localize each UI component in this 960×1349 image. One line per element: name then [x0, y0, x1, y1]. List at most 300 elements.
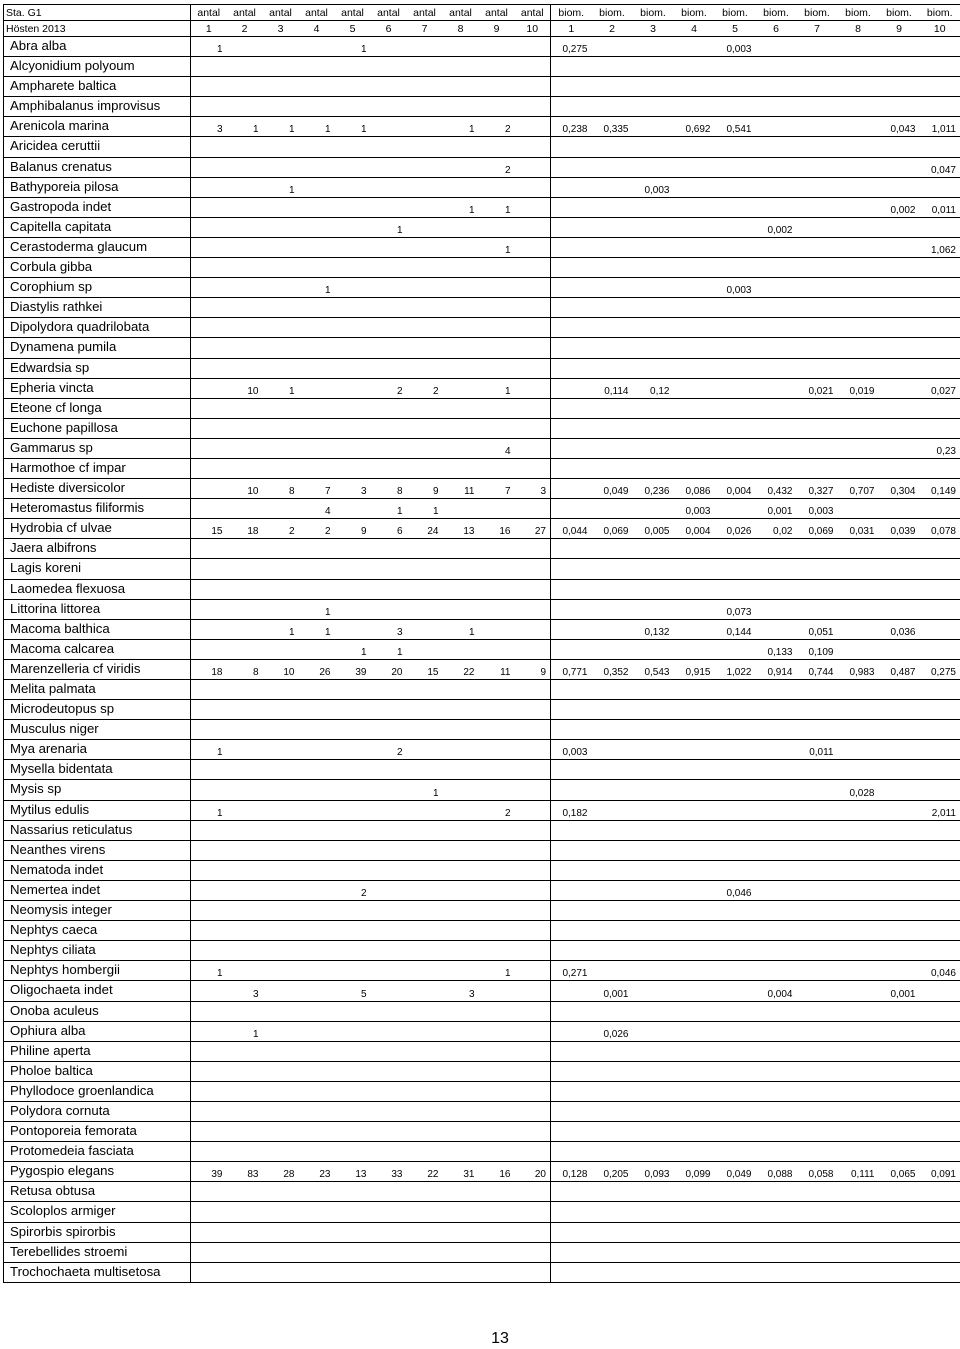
biomass-cell — [756, 318, 797, 338]
biomass-cell — [633, 258, 674, 278]
count-cell — [227, 1242, 263, 1262]
biomass-cell: 0,001 — [756, 499, 797, 519]
count-cell — [515, 117, 551, 137]
biomass-cell — [879, 137, 920, 157]
count-cell — [407, 760, 443, 780]
biomass-cell — [797, 1202, 838, 1222]
count-cell — [227, 700, 263, 720]
species-name: Retusa obtusa — [4, 1182, 191, 1202]
species-name: Nephtys hombergii — [4, 961, 191, 981]
count-cell — [515, 1122, 551, 1142]
count-cell — [227, 961, 263, 981]
count-cell — [335, 820, 371, 840]
biomass-cell — [551, 901, 592, 921]
table-row — [4, 197, 960, 217]
biomass-cell — [920, 740, 960, 760]
count-cell: 1 — [443, 619, 479, 639]
biomass-cell — [674, 77, 715, 97]
count-cell — [299, 197, 335, 217]
biomass-cell — [551, 157, 592, 177]
count-cell — [443, 1021, 479, 1041]
biomass-cell: 0,043 — [879, 117, 920, 137]
biomass-cell — [920, 1242, 960, 1262]
biomass-cell — [715, 97, 756, 117]
species-name: Jaera albifrons — [4, 539, 191, 559]
biomass-cell — [879, 37, 920, 57]
count-cell — [407, 197, 443, 217]
header-row-type — [4, 5, 960, 21]
biomass-cell — [756, 760, 797, 780]
table-row — [4, 37, 960, 57]
count-cell — [335, 358, 371, 378]
biomass-cell — [756, 840, 797, 860]
count-cell — [371, 418, 407, 438]
biomass-cell — [920, 358, 960, 378]
biomass-cell — [920, 499, 960, 519]
count-cell — [479, 1001, 515, 1021]
biomass-cell — [551, 720, 592, 740]
count-cell — [335, 599, 371, 619]
biomass-cell — [797, 57, 838, 77]
biomass-cell — [797, 137, 838, 157]
biomass-cell — [633, 117, 674, 137]
count-cell — [263, 760, 299, 780]
species-name: Mysella bidentata — [4, 760, 191, 780]
biomass-cell — [551, 1222, 592, 1242]
count-cell — [227, 720, 263, 740]
count-cell: 16 — [479, 1162, 515, 1182]
biomass-cell — [879, 1021, 920, 1041]
biomass-cell — [797, 1081, 838, 1101]
species-name: Epheria vincta — [4, 378, 191, 398]
table-row — [4, 921, 960, 941]
biomass-cell — [879, 1101, 920, 1121]
count-cell — [515, 680, 551, 700]
count-cell — [191, 1202, 227, 1222]
count-cell — [479, 398, 515, 418]
biomass-cell — [633, 559, 674, 579]
count-cell: 3 — [515, 479, 551, 499]
table-row — [4, 398, 960, 418]
count-cell — [299, 579, 335, 599]
count-cell — [371, 438, 407, 458]
biomass-cell: 0,073 — [715, 599, 756, 619]
count-cell — [263, 901, 299, 921]
biomass-cell — [674, 378, 715, 398]
biomass-cell — [633, 338, 674, 358]
count-cell — [443, 157, 479, 177]
biomass-cell — [633, 157, 674, 177]
biomass-cell — [838, 57, 879, 77]
biomass-cell — [879, 800, 920, 820]
biomass-cell — [838, 77, 879, 97]
count-cell — [299, 398, 335, 418]
count-cell — [515, 298, 551, 318]
count-cell — [299, 1041, 335, 1061]
table-row — [4, 740, 960, 760]
biomass-cell — [674, 820, 715, 840]
biomass-cell — [920, 458, 960, 478]
biomass-cell — [674, 860, 715, 880]
count-cell: 3 — [335, 479, 371, 499]
biomass-cell — [674, 1142, 715, 1162]
biomass-cell — [592, 258, 633, 278]
species-name: Microdeutopus sp — [4, 700, 191, 720]
count-cell — [335, 1101, 371, 1121]
count-cell — [335, 1222, 371, 1242]
biomass-cell — [633, 418, 674, 438]
species-name: Edwardsia sp — [4, 358, 191, 378]
count-cell — [407, 278, 443, 298]
count-cell — [407, 338, 443, 358]
count-cell — [371, 1001, 407, 1021]
header-cell: antal — [479, 5, 515, 21]
biomass-cell — [879, 318, 920, 338]
table-row — [4, 1182, 960, 1202]
biomass-cell — [838, 599, 879, 619]
biomass-cell — [838, 1041, 879, 1061]
species-name: Melita palmata — [4, 680, 191, 700]
biomass-cell — [633, 921, 674, 941]
biomass-cell — [592, 278, 633, 298]
biomass-cell — [879, 1061, 920, 1081]
count-cell — [479, 720, 515, 740]
count-cell: 1 — [263, 378, 299, 398]
count-cell — [479, 1262, 515, 1282]
count-cell — [407, 941, 443, 961]
biomass-cell — [797, 860, 838, 880]
count-cell — [227, 1001, 263, 1021]
biomass-cell — [920, 1202, 960, 1222]
biomass-cell — [797, 278, 838, 298]
biomass-cell — [633, 1001, 674, 1021]
biomass-cell — [756, 1262, 797, 1282]
biomass-cell — [551, 237, 592, 257]
biomass-cell — [715, 539, 756, 559]
count-cell — [263, 800, 299, 820]
count-cell — [443, 1262, 479, 1282]
count-cell: 1 — [299, 619, 335, 639]
biomass-cell — [715, 820, 756, 840]
biomass-cell — [674, 1202, 715, 1222]
biomass-cell — [756, 338, 797, 358]
biomass-cell: 0,914 — [756, 659, 797, 679]
count-cell — [407, 1202, 443, 1222]
biomass-cell — [715, 941, 756, 961]
count-cell — [479, 880, 515, 900]
biomass-cell — [879, 278, 920, 298]
biomass-cell — [715, 57, 756, 77]
count-cell — [191, 539, 227, 559]
biomass-cell — [797, 258, 838, 278]
biomass-cell — [674, 258, 715, 278]
biomass-cell — [551, 358, 592, 378]
count-cell — [443, 1242, 479, 1262]
biomass-cell — [674, 358, 715, 378]
table-row — [4, 438, 960, 458]
count-cell — [299, 438, 335, 458]
count-cell — [407, 961, 443, 981]
biomass-cell — [797, 37, 838, 57]
table-row — [4, 318, 960, 338]
count-cell — [299, 338, 335, 358]
count-cell — [335, 539, 371, 559]
table-row — [4, 77, 960, 97]
biomass-cell — [920, 599, 960, 619]
count-cell — [407, 458, 443, 478]
header-cell: antal — [191, 5, 227, 21]
count-cell — [515, 398, 551, 418]
table-row — [4, 800, 960, 820]
count-cell — [407, 901, 443, 921]
biomass-cell — [715, 800, 756, 820]
count-cell — [191, 1041, 227, 1061]
biomass-cell — [633, 237, 674, 257]
table-header — [4, 5, 960, 37]
biomass-cell — [797, 961, 838, 981]
header-cell: 9 — [879, 21, 920, 37]
biomass-cell — [674, 438, 715, 458]
count-cell — [335, 458, 371, 478]
count-cell — [227, 57, 263, 77]
count-cell — [191, 177, 227, 197]
count-cell: 1 — [479, 237, 515, 257]
count-cell — [191, 499, 227, 519]
count-cell — [299, 559, 335, 579]
biomass-cell: 0,983 — [838, 659, 879, 679]
biomass-cell — [838, 197, 879, 217]
count-cell — [443, 237, 479, 257]
species-name: Nematoda indet — [4, 860, 191, 880]
count-cell — [515, 57, 551, 77]
count-cell — [443, 97, 479, 117]
biomass-cell — [633, 1202, 674, 1222]
count-cell — [443, 418, 479, 438]
count-cell — [479, 680, 515, 700]
biomass-cell — [797, 157, 838, 177]
biomass-cell — [715, 760, 756, 780]
count-cell: 2 — [371, 378, 407, 398]
count-cell — [371, 1262, 407, 1282]
biomass-cell — [592, 318, 633, 338]
count-cell — [371, 197, 407, 217]
biomass-cell — [920, 860, 960, 880]
biomass-cell — [551, 438, 592, 458]
biomass-cell — [633, 1222, 674, 1242]
biomass-cell: 0,132 — [633, 619, 674, 639]
biomass-cell — [879, 1262, 920, 1282]
biomass-cell — [551, 217, 592, 237]
count-cell — [299, 921, 335, 941]
count-cell — [407, 599, 443, 619]
biomass-cell — [756, 1222, 797, 1242]
biomass-cell — [633, 318, 674, 338]
biomass-cell — [592, 1122, 633, 1142]
count-cell — [263, 559, 299, 579]
biomass-cell — [756, 1101, 797, 1121]
biomass-cell — [879, 298, 920, 318]
biomass-cell — [674, 278, 715, 298]
count-cell: 2 — [479, 157, 515, 177]
count-cell: 11 — [443, 479, 479, 499]
count-cell — [299, 37, 335, 57]
biomass-cell: 0,078 — [920, 519, 960, 539]
count-cell — [299, 1122, 335, 1142]
biomass-cell — [879, 599, 920, 619]
header-cell: 2 — [592, 21, 633, 37]
count-cell: 13 — [443, 519, 479, 539]
count-cell — [371, 358, 407, 378]
biomass-cell — [838, 800, 879, 820]
count-cell — [299, 740, 335, 760]
count-cell — [263, 1202, 299, 1222]
count-cell — [443, 499, 479, 519]
count-cell: 1 — [191, 740, 227, 760]
count-cell — [263, 338, 299, 358]
species-name: Laomedea flexuosa — [4, 579, 191, 599]
biomass-cell — [838, 237, 879, 257]
count-cell — [191, 237, 227, 257]
biomass-cell — [674, 1081, 715, 1101]
count-cell — [299, 780, 335, 800]
biomass-cell: 0,12 — [633, 378, 674, 398]
count-cell — [443, 1142, 479, 1162]
biomass-cell — [879, 1142, 920, 1162]
biomass-cell — [879, 97, 920, 117]
biomass-cell — [797, 458, 838, 478]
biomass-cell — [920, 258, 960, 278]
biomass-cell — [920, 559, 960, 579]
biomass-cell — [920, 1222, 960, 1242]
count-cell — [515, 820, 551, 840]
biomass-cell — [551, 700, 592, 720]
header-cell-label: Sta. G1 — [4, 5, 191, 21]
count-cell — [515, 760, 551, 780]
biomass-cell — [797, 237, 838, 257]
count-cell — [263, 1001, 299, 1021]
species-name: Spirorbis spirorbis — [4, 1222, 191, 1242]
count-cell — [371, 840, 407, 860]
count-cell — [407, 217, 443, 237]
count-cell — [335, 197, 371, 217]
biomass-cell — [633, 639, 674, 659]
biomass-cell — [879, 639, 920, 659]
table-row — [4, 700, 960, 720]
count-cell: 2 — [263, 519, 299, 539]
biomass-cell — [674, 1041, 715, 1061]
biomass-cell: 0,915 — [674, 659, 715, 679]
biomass-cell — [838, 177, 879, 197]
species-name: Scoloplos armiger — [4, 1202, 191, 1222]
count-cell — [191, 157, 227, 177]
biomass-cell: 0,128 — [551, 1162, 592, 1182]
species-name: Musculus niger — [4, 720, 191, 740]
biomass-cell — [879, 1001, 920, 1021]
count-cell — [227, 318, 263, 338]
biomass-cell — [633, 1041, 674, 1061]
count-cell — [263, 298, 299, 318]
count-cell: 1 — [479, 197, 515, 217]
count-cell: 33 — [371, 1162, 407, 1182]
count-cell — [515, 458, 551, 478]
count-cell — [263, 981, 299, 1001]
header-cell: antal — [443, 5, 479, 21]
count-cell — [299, 720, 335, 740]
biomass-cell — [879, 901, 920, 921]
count-cell — [515, 780, 551, 800]
count-cell — [371, 760, 407, 780]
biomass-cell — [879, 1182, 920, 1202]
biomass-cell: 0,058 — [797, 1162, 838, 1182]
count-cell — [191, 479, 227, 499]
biomass-cell — [756, 1001, 797, 1021]
count-cell — [227, 177, 263, 197]
biomass-cell — [756, 137, 797, 157]
biomass-cell — [797, 358, 838, 378]
biomass-cell — [838, 217, 879, 237]
biomass-cell — [551, 1182, 592, 1202]
biomass-cell — [797, 197, 838, 217]
count-cell — [335, 1182, 371, 1202]
count-cell — [335, 901, 371, 921]
count-cell: 9 — [515, 659, 551, 679]
biomass-cell — [715, 1182, 756, 1202]
biomass-cell: 0,001 — [879, 981, 920, 1001]
biomass-cell — [838, 1061, 879, 1081]
count-cell — [335, 157, 371, 177]
count-cell — [515, 619, 551, 639]
biomass-cell — [920, 639, 960, 659]
count-cell — [335, 840, 371, 860]
biomass-cell — [715, 1142, 756, 1162]
count-cell — [407, 860, 443, 880]
count-cell — [227, 860, 263, 880]
count-cell — [335, 1021, 371, 1041]
count-cell — [299, 539, 335, 559]
count-cell — [443, 217, 479, 237]
table-row — [4, 780, 960, 800]
table-row — [4, 1122, 960, 1142]
count-cell — [227, 237, 263, 257]
count-cell — [299, 961, 335, 981]
count-cell — [443, 338, 479, 358]
count-cell — [263, 499, 299, 519]
biomass-cell — [715, 177, 756, 197]
count-cell — [371, 941, 407, 961]
biomass-cell — [715, 1122, 756, 1142]
count-cell — [299, 217, 335, 237]
count-cell — [191, 941, 227, 961]
count-cell — [515, 258, 551, 278]
biomass-cell: 0,692 — [674, 117, 715, 137]
biomass-cell — [838, 1081, 879, 1101]
biomass-cell — [551, 1041, 592, 1061]
count-cell: 2 — [479, 800, 515, 820]
count-cell — [515, 1222, 551, 1242]
biomass-cell: 1,022 — [715, 659, 756, 679]
count-cell — [443, 800, 479, 820]
table-row — [4, 1222, 960, 1242]
count-cell — [263, 921, 299, 941]
biomass-cell — [674, 1061, 715, 1081]
count-cell — [299, 1142, 335, 1162]
count-cell — [263, 237, 299, 257]
count-cell — [227, 619, 263, 639]
count-cell: 22 — [407, 1162, 443, 1182]
biomass-cell — [838, 1101, 879, 1121]
count-cell — [191, 1021, 227, 1041]
count-cell — [227, 579, 263, 599]
